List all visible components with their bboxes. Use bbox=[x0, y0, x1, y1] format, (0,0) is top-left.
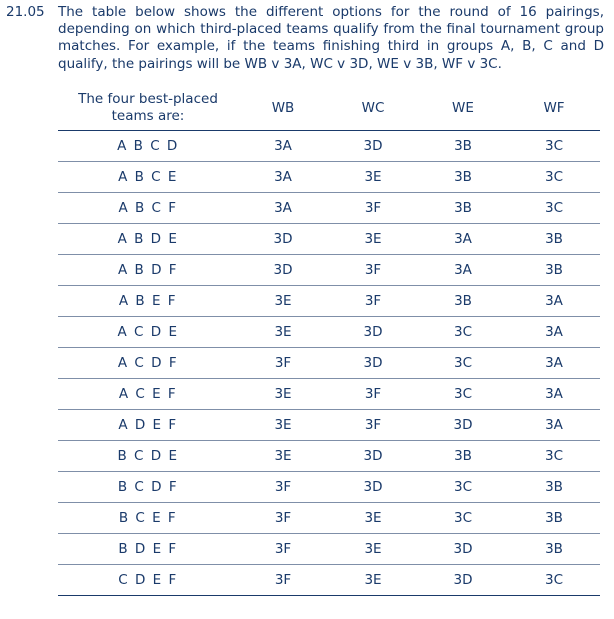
we-cell: 3C bbox=[418, 503, 508, 534]
we-cell: 3B bbox=[418, 162, 508, 193]
wf-cell: 3B bbox=[508, 224, 600, 255]
header-teams-line1: The four best-placed bbox=[78, 91, 218, 107]
wf-cell: 3C bbox=[508, 441, 600, 472]
header-wc: WC bbox=[328, 86, 418, 131]
wf-cell: 3B bbox=[508, 503, 600, 534]
table-row bbox=[58, 286, 600, 317]
table-row bbox=[58, 441, 600, 472]
wf-cell: 3C bbox=[508, 162, 600, 193]
wb-cell: 3A bbox=[238, 193, 328, 224]
table-row bbox=[58, 131, 600, 162]
wc-cell: 3E bbox=[328, 503, 418, 534]
wf-cell: 3B bbox=[508, 255, 600, 286]
wc-cell: 3D bbox=[328, 472, 418, 503]
table-row bbox=[58, 255, 600, 286]
we-cell: 3C bbox=[418, 317, 508, 348]
teams-cell: C D E F bbox=[58, 565, 238, 596]
table-row bbox=[58, 348, 600, 379]
table-row bbox=[58, 503, 600, 534]
we-cell: 3C bbox=[418, 472, 508, 503]
wf-cell: 3A bbox=[508, 379, 600, 410]
wb-cell: 3A bbox=[238, 131, 328, 162]
table-row bbox=[58, 193, 600, 224]
teams-cell: A B E F bbox=[58, 286, 238, 317]
wf-cell: 3A bbox=[508, 348, 600, 379]
teams-cell: A C D E bbox=[58, 317, 238, 348]
table-row bbox=[58, 317, 600, 348]
section-number: 21.05 bbox=[6, 4, 45, 20]
teams-cell: B C E F bbox=[58, 503, 238, 534]
header-wb: WB bbox=[238, 86, 328, 131]
wc-cell: 3F bbox=[328, 193, 418, 224]
wb-cell: 3F bbox=[238, 472, 328, 503]
wc-cell: 3E bbox=[328, 534, 418, 565]
table-row bbox=[58, 162, 600, 193]
wf-cell: 3B bbox=[508, 534, 600, 565]
table-row bbox=[58, 565, 600, 596]
wb-cell: 3F bbox=[238, 534, 328, 565]
header-we: WE bbox=[418, 86, 508, 131]
wc-cell: 3D bbox=[328, 348, 418, 379]
wc-cell: 3D bbox=[328, 131, 418, 162]
header-wf: WF bbox=[508, 86, 600, 131]
teams-cell: A D E F bbox=[58, 410, 238, 441]
we-cell: 3B bbox=[418, 131, 508, 162]
wc-cell: 3F bbox=[328, 286, 418, 317]
table-row bbox=[58, 534, 600, 565]
wf-cell: 3C bbox=[508, 565, 600, 596]
wb-cell: 3D bbox=[238, 255, 328, 286]
we-cell: 3A bbox=[418, 224, 508, 255]
teams-cell: B C D E bbox=[58, 441, 238, 472]
wf-cell: 3B bbox=[508, 472, 600, 503]
we-cell: 3C bbox=[418, 348, 508, 379]
table-body bbox=[58, 131, 600, 596]
we-cell: 3D bbox=[418, 410, 508, 441]
we-cell: 3D bbox=[418, 534, 508, 565]
wb-cell: 3E bbox=[238, 441, 328, 472]
wc-cell: 3F bbox=[328, 410, 418, 441]
wc-cell: 3D bbox=[328, 441, 418, 472]
wc-cell: 3E bbox=[328, 224, 418, 255]
teams-cell: A B C F bbox=[58, 193, 238, 224]
wb-cell: 3F bbox=[238, 348, 328, 379]
teams-cell: A B D E bbox=[58, 224, 238, 255]
wb-cell: 3E bbox=[238, 317, 328, 348]
wf-cell: 3C bbox=[508, 193, 600, 224]
wf-cell: 3A bbox=[508, 286, 600, 317]
teams-cell: B D E F bbox=[58, 534, 238, 565]
wc-cell: 3E bbox=[328, 565, 418, 596]
wb-cell: 3D bbox=[238, 224, 328, 255]
wb-cell: 3F bbox=[238, 503, 328, 534]
teams-cell: B C D F bbox=[58, 472, 238, 503]
we-cell: 3B bbox=[418, 286, 508, 317]
we-cell: 3D bbox=[418, 565, 508, 596]
table-row bbox=[58, 379, 600, 410]
wc-cell: 3E bbox=[328, 162, 418, 193]
teams-cell: A C E F bbox=[58, 379, 238, 410]
table-row bbox=[58, 472, 600, 503]
wc-cell: 3F bbox=[328, 379, 418, 410]
wc-cell: 3F bbox=[328, 255, 418, 286]
wc-cell: 3D bbox=[328, 317, 418, 348]
table-header-row bbox=[58, 86, 600, 131]
we-cell: 3C bbox=[418, 379, 508, 410]
header-teams-line2: teams are: bbox=[111, 108, 185, 124]
wf-cell: 3A bbox=[508, 410, 600, 441]
header-teams bbox=[58, 86, 238, 131]
teams-cell: A B C E bbox=[58, 162, 238, 193]
table-row bbox=[58, 410, 600, 441]
wb-cell: 3E bbox=[238, 379, 328, 410]
we-cell: 3B bbox=[418, 441, 508, 472]
wb-cell: 3E bbox=[238, 286, 328, 317]
wf-cell: 3C bbox=[508, 131, 600, 162]
table-row bbox=[58, 224, 600, 255]
wb-cell: 3E bbox=[238, 410, 328, 441]
teams-cell: A B D F bbox=[58, 255, 238, 286]
wb-cell: 3A bbox=[238, 162, 328, 193]
pairings-table bbox=[58, 86, 600, 596]
wb-cell: 3F bbox=[238, 565, 328, 596]
we-cell: 3A bbox=[418, 255, 508, 286]
teams-cell: A C D F bbox=[58, 348, 238, 379]
wf-cell: 3A bbox=[508, 317, 600, 348]
section-text: The table below shows the different options for the round of 16 pairings, depending on which third-placed teams qualify from the final tournament group matches. For example, if the teams finishing third in groups A, B, C and D qualify, the pairings will be WB v 3A, WC v 3D, WE v 3B, WF v 3C. bbox=[58, 4, 604, 72]
teams-cell: A B C D bbox=[58, 131, 238, 162]
we-cell: 3B bbox=[418, 193, 508, 224]
